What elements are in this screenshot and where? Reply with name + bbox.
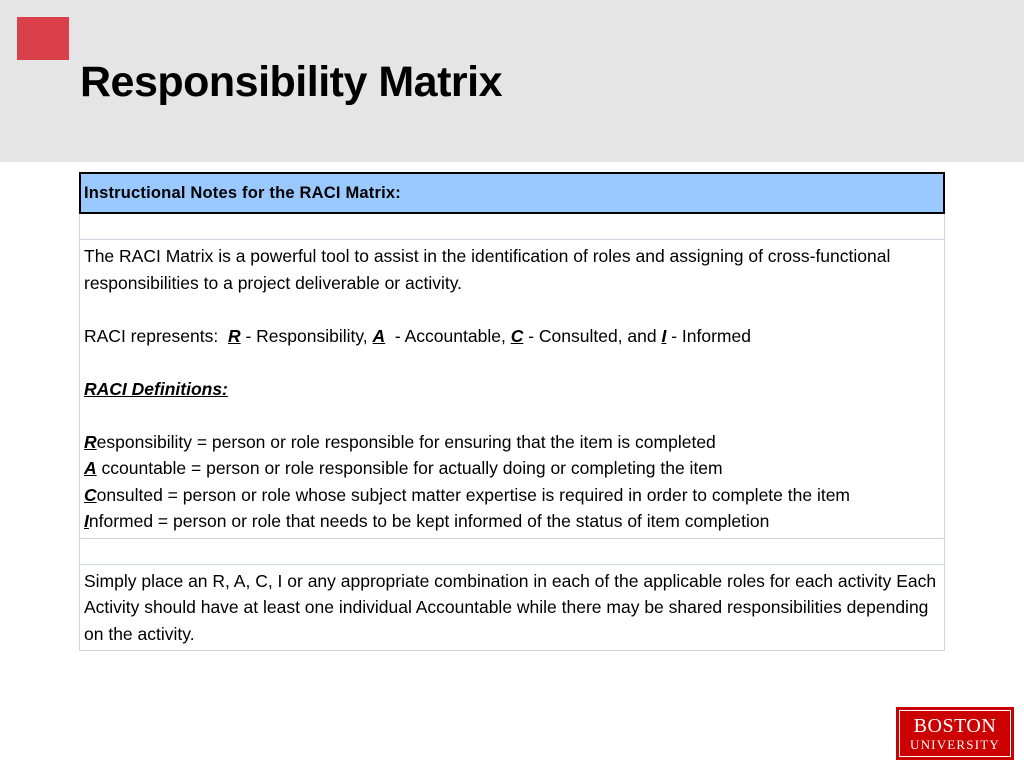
r-text: - Responsibility, — [240, 325, 373, 346]
definitions-title: RACI Definitions: — [84, 378, 228, 399]
logo-line1: BOSTON — [913, 715, 997, 737]
spacer-row[interactable] — [79, 214, 945, 240]
definition-letter: I — [84, 511, 89, 531]
definition-text: ccountable = person or role responsible for actually doing or completing the item — [96, 458, 723, 478]
logo-frame — [899, 710, 1011, 757]
definition-informed — [84, 508, 940, 535]
definition-responsibility — [84, 429, 940, 456]
letter-a: A — [372, 325, 386, 346]
definition-text: nformed = person or role that needs to be kept informed of the status of item completion — [88, 511, 770, 531]
letter-r: R — [227, 325, 241, 346]
c-text: - Consulted, and — [523, 325, 662, 346]
page-title: Responsibility Matrix — [80, 58, 502, 106]
instructions-text: Simply place an R, A, C, I or any appropriate combination in each of the applicable roles for each activity Each Activity should have at least one individual Accountable while there may be shared responsibilities depending on the activity. — [84, 570, 937, 644]
instructions-cell[interactable] — [79, 565, 945, 652]
letter-c: C — [510, 325, 524, 346]
raci-notes-table — [79, 172, 945, 651]
definition-accountable — [84, 455, 940, 482]
definition-text: onsulted = person or role whose subject matter expertise is required in order to complete the item — [96, 484, 851, 505]
i-text: - Informed — [666, 325, 751, 346]
definition-consulted — [84, 482, 940, 509]
definition-letter: C — [84, 484, 97, 505]
slide-header — [0, 0, 1024, 162]
raci-represents-line — [84, 323, 940, 350]
intro-text: The RACI Matrix is a powerful tool to assist in the identification of roles and assigning of cross-functional responsibilities to a project deliverable or activity. — [84, 246, 891, 293]
spacer-row[interactable] — [79, 539, 945, 565]
accent-square — [17, 17, 69, 60]
a-text: - Accountable, — [385, 325, 511, 346]
definition-text: esponsibility = person or role responsible for ensuring that the item is completed — [96, 431, 716, 452]
notes-header-label: Instructional Notes for the RACI Matrix: — [84, 183, 401, 202]
boston-university-logo — [896, 707, 1014, 760]
represents-prefix: RACI represents: — [84, 325, 228, 346]
raci-description-cell[interactable] — [79, 240, 945, 539]
definition-letter: A — [84, 458, 97, 478]
notes-header-cell[interactable] — [79, 172, 945, 214]
letter-i: I — [661, 325, 667, 346]
logo-line2: UNIVERSITY — [910, 737, 1000, 752]
definition-letter: R — [84, 431, 97, 452]
